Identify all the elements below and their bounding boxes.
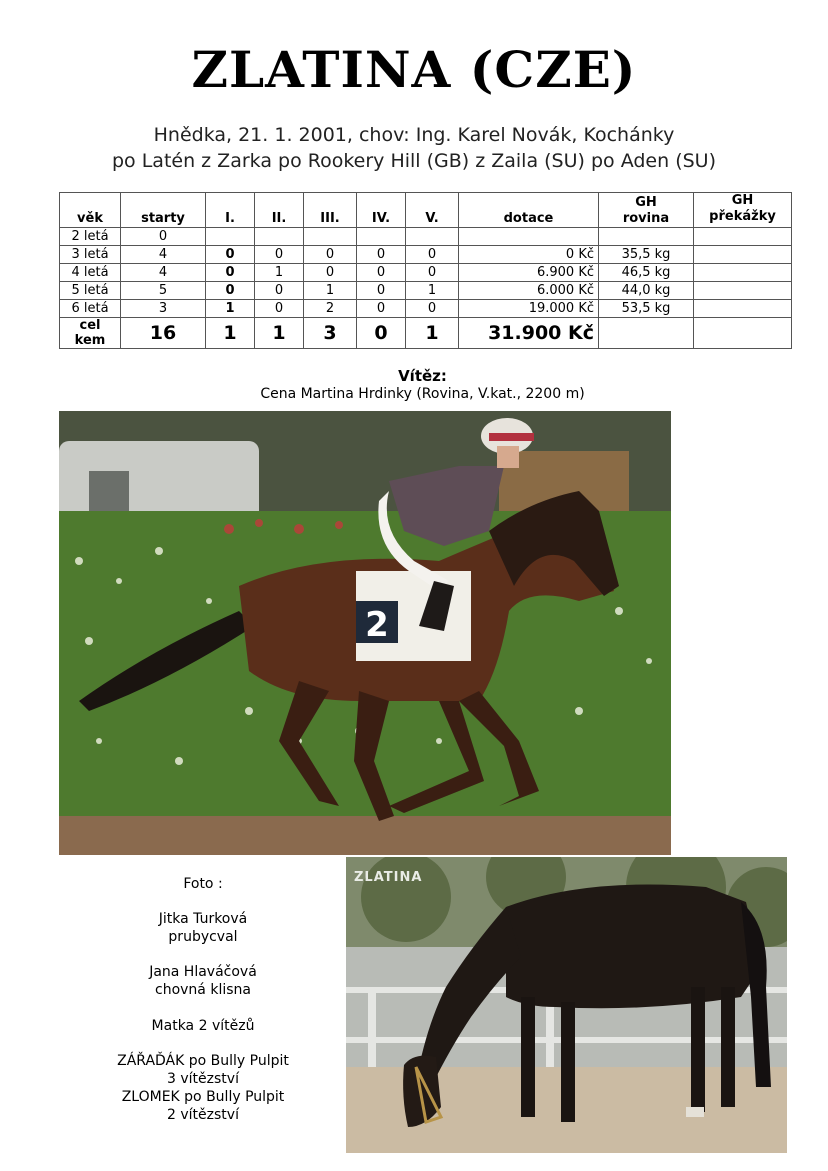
cell-place-3: 1 <box>304 282 357 300</box>
total-gh-flat <box>599 318 694 349</box>
total-prize: 31.900 Kč <box>459 318 599 349</box>
total-place-3: 3 <box>304 318 357 349</box>
winner-race: Cena Martina Hrdinky (Rovina, V.kat., 2200 m) <box>260 386 585 402</box>
photo-1-context: prubycval <box>168 929 238 945</box>
cell-prize: 19.000 Kč <box>459 300 599 318</box>
total-place-2: 1 <box>255 318 304 349</box>
total-label: cel kem <box>60 318 121 349</box>
offspring-2-name: ZLOMEK po Bully Pulpit <box>121 1089 285 1105</box>
cell-place-4 <box>357 228 406 246</box>
racing-photo-illustration <box>59 411 671 855</box>
table-row <box>60 246 792 264</box>
cell-place-3 <box>304 228 357 246</box>
cell-starts: 4 <box>121 264 206 282</box>
cell-prize <box>459 228 599 246</box>
photo-watermark: ZLATINA <box>354 870 423 885</box>
photo-2-context: chovná klisna <box>155 982 251 998</box>
cell-gh-jump <box>694 264 792 282</box>
offspring-1-name: ZÁŘAĎÁK po Bully Pulpit <box>117 1053 289 1069</box>
standing-horse-photo <box>346 857 787 1153</box>
horse-pedigree: po Latén z Zarka po Rookery Hill (GB) z Zaila (SU) po Aden (SU) <box>112 150 716 172</box>
number-cloth: 2 <box>365 605 389 645</box>
horse-name-title: ZLATINA (CZE) <box>191 40 637 99</box>
cell-prize: 0 Kč <box>459 246 599 264</box>
header-place-5: V. <box>406 193 459 228</box>
cell-age: 2 letá <box>60 228 121 246</box>
total-starts: 16 <box>121 318 206 349</box>
cell-place-2: 0 <box>255 282 304 300</box>
table-row <box>60 282 792 300</box>
table-row <box>60 264 792 282</box>
header-starts: starty <box>121 193 206 228</box>
cell-starts: 5 <box>121 282 206 300</box>
cell-starts: 0 <box>121 228 206 246</box>
cell-gh-flat <box>599 228 694 246</box>
cell-starts: 4 <box>121 246 206 264</box>
cell-place-1: 1 <box>206 300 255 318</box>
cell-age: 4 letá <box>60 264 121 282</box>
cell-place-5 <box>406 228 459 246</box>
cell-place-4: 0 <box>357 264 406 282</box>
photo-credit-label: Foto : <box>183 876 223 892</box>
winner-heading: Vítěz: <box>398 367 447 385</box>
cell-place-3: 0 <box>304 246 357 264</box>
cell-gh-jump <box>694 282 792 300</box>
total-place-5: 1 <box>406 318 459 349</box>
cell-place-4: 0 <box>357 282 406 300</box>
cell-place-2: 1 <box>255 264 304 282</box>
cell-place-4: 0 <box>357 246 406 264</box>
header-gh-flat: GH rovina <box>599 193 694 228</box>
cell-gh-jump <box>694 246 792 264</box>
table-row <box>60 228 792 246</box>
cell-gh-flat: 46,5 kg <box>599 264 694 282</box>
racing-photo <box>59 411 671 855</box>
cell-place-1: 0 <box>206 246 255 264</box>
offspring-1-wins: 3 vítězství <box>167 1071 239 1087</box>
offspring-2-wins: 2 vítězství <box>167 1107 239 1123</box>
cell-gh-flat: 35,5 kg <box>599 246 694 264</box>
header-prize: dotace <box>459 193 599 228</box>
header-place-4: IV. <box>357 193 406 228</box>
cell-place-3: 0 <box>304 264 357 282</box>
photographer-2: Jana Hlaváčová <box>149 964 257 980</box>
cell-age: 3 letá <box>60 246 121 264</box>
cell-place-4: 0 <box>357 300 406 318</box>
cell-starts: 3 <box>121 300 206 318</box>
table-header-row <box>60 193 792 228</box>
cell-gh-flat: 44,0 kg <box>599 282 694 300</box>
cell-place-2: 0 <box>255 246 304 264</box>
cell-prize: 6.000 Kč <box>459 282 599 300</box>
cell-gh-flat: 53,5 kg <box>599 300 694 318</box>
header-place-1: I. <box>206 193 255 228</box>
dam-statistic: Matka 2 vítězů <box>151 1018 255 1034</box>
total-gh-jump <box>694 318 792 349</box>
cell-place-5: 0 <box>406 264 459 282</box>
header-place-2: II. <box>255 193 304 228</box>
cell-age: 6 letá <box>60 300 121 318</box>
cell-gh-jump <box>694 300 792 318</box>
cell-place-5: 0 <box>406 300 459 318</box>
cell-place-2 <box>255 228 304 246</box>
cell-prize: 6.900 Kč <box>459 264 599 282</box>
total-place-4: 0 <box>357 318 406 349</box>
cell-place-2: 0 <box>255 300 304 318</box>
cell-place-3: 2 <box>304 300 357 318</box>
cell-place-1: 0 <box>206 282 255 300</box>
photographer-1: Jitka Turková <box>158 911 248 927</box>
total-place-1: 1 <box>206 318 255 349</box>
racing-stats-table <box>59 192 792 349</box>
header-age: věk <box>60 193 121 228</box>
cell-gh-jump <box>694 228 792 246</box>
cell-age: 5 letá <box>60 282 121 300</box>
header-gh-jump: GH překážky <box>694 193 792 228</box>
horse-description: Hnědka, 21. 1. 2001, chov: Ing. Karel Novák, Kochánky <box>153 124 675 146</box>
cell-place-5: 1 <box>406 282 459 300</box>
header-place-3: III. <box>304 193 357 228</box>
standing-horse-illustration <box>346 857 787 1153</box>
cell-place-1: 0 <box>206 264 255 282</box>
cell-place-1 <box>206 228 255 246</box>
table-row <box>60 300 792 318</box>
table-total-row <box>60 318 792 349</box>
cell-place-5: 0 <box>406 246 459 264</box>
